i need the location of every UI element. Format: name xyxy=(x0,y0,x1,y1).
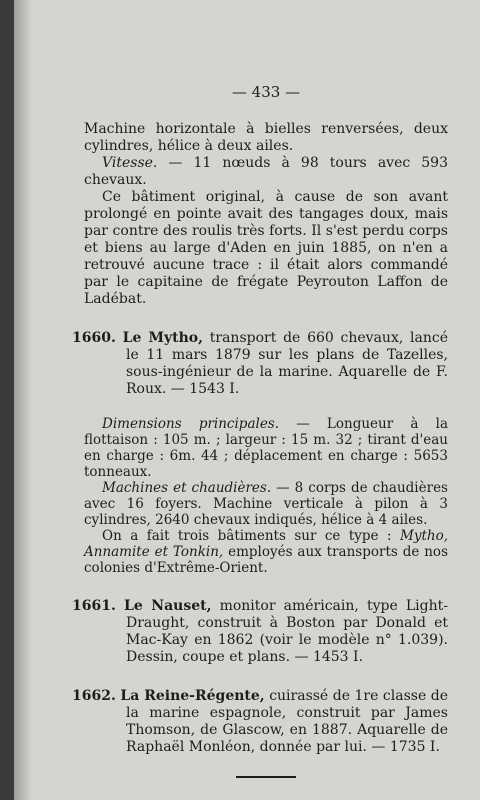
entry-details xyxy=(84,416,448,576)
entry-name: La Reine-Régente, xyxy=(120,688,265,704)
note-text-end: employés aux transports de nos colonies d'Extrême-Orient. xyxy=(84,544,448,576)
catalog-entry-1660 xyxy=(72,330,449,576)
note-text: On a fait trois bâtiments sur ce type : xyxy=(102,528,400,544)
speed-text: — 11 nœuds à 98 tours avec 593 chevaux. xyxy=(84,155,448,188)
machines-text: — 8 corps de chaudières avec 16 foyers. Machine verticale à pilon à 3 cylindres, 2640 chevaux indiqués, hélice à 4 ailes. xyxy=(84,480,448,528)
speed-label: Vitesse. xyxy=(102,155,158,171)
entry-description: cuirassé de 1re classe de la marine espagnole, construit par James Thomson, de Glascow, en 1887. Aquarelle de Raphaël Monléon, donnée par lui. — 1735 I. xyxy=(126,688,449,755)
page-number: — 433 — xyxy=(231,83,301,101)
catalog-entry-1662 xyxy=(72,688,449,756)
entry-number: 1662. xyxy=(72,688,116,704)
dimensions-line xyxy=(84,416,448,480)
dimensions-text: — Longueur à la flottaison : 105 m. ; largeur : 15 m. 32 ; tirant d'eau en charge : 6m. 44 ; déplacement en charge : 5653 tonneaux. xyxy=(84,416,448,480)
end-rule xyxy=(236,776,296,778)
book-page xyxy=(14,0,480,800)
entry-number: 1661. xyxy=(72,598,116,614)
dimensions-label: Dimensions principales. xyxy=(102,416,280,432)
entry-text xyxy=(72,330,449,398)
machines-line xyxy=(84,480,448,528)
page-content xyxy=(72,83,449,778)
entry-description: monitor américain, type Light-Draught, construit à Boston par Donald et Mac-Kay en 1862 (voir le modèle n° 1.039). Dessin, coupe et plans. — 1453 I. xyxy=(126,598,448,665)
entry-description: transport de 660 chevaux, lancé le 11 mars 1879 sur les plans de Tazelles, sous-ingénieur de la marine. Aquarelle de F. Roux. — 1543 I. xyxy=(126,330,449,397)
entry-text xyxy=(72,688,449,756)
ship-names: Mytho, Annamite et Tonkin, xyxy=(84,528,448,560)
machine-description: Machine horizontale à bielles renversées, deux cylindres, hélice à deux ailes. xyxy=(84,121,448,154)
ship-history-paragraph: Ce bâtiment original, à cause de son avant prolongé en pointe avait des tangages doux, mais par contre des roulis très forts. Il s'est perdu corps et biens au large d'Aden en juin 1885, on n'en a retrouvé aucune trace : il était alors commandé par le capitaine de frégate Peyrouton Laffon de Ladébat. xyxy=(84,189,448,307)
speed-line xyxy=(84,155,448,189)
entry-name: Le Nauset, xyxy=(123,598,212,614)
machines-label: Machines et chaudières. xyxy=(102,480,272,496)
entry-text xyxy=(72,598,448,666)
entry-name: Le Mytho, xyxy=(122,330,204,346)
sister-ships-note xyxy=(84,528,448,576)
entry-number: 1660. xyxy=(72,330,116,346)
catalog-entry-1661 xyxy=(72,598,448,666)
